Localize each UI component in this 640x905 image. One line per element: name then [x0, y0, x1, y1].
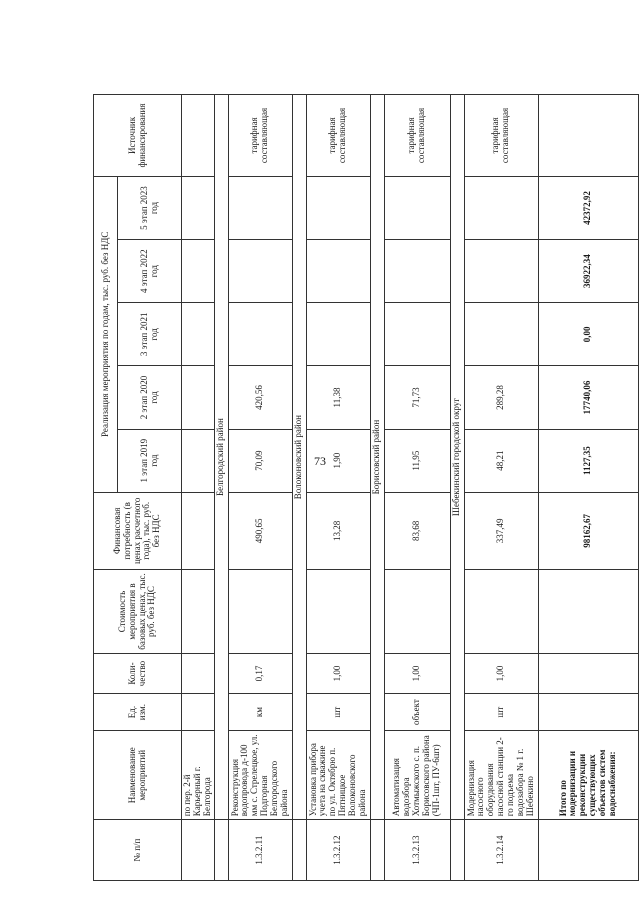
cell-financial-need: 337,49 [464, 492, 538, 569]
header-stage-2: 2 этап 2020 год [118, 366, 182, 429]
header-qty: Коли-чество [94, 654, 182, 694]
cell-financial-need: 83,68 [384, 492, 450, 569]
cell-source: тарифная составляющая [306, 95, 370, 177]
header-no: № п/п [94, 820, 182, 881]
cell-unit: объект [384, 693, 450, 730]
header-name: Наименование мероприятий [94, 731, 182, 820]
financing-table [93, 94, 639, 881]
cell-qty: 1,00 [464, 654, 538, 694]
cell-no [182, 820, 215, 881]
region-row [450, 95, 464, 881]
cell-name: Автоматизация водозбора Хотмыжского с. п. Борисовского района (ЧП-1шт, ПУ-6шт) [384, 731, 450, 820]
region-title: Белгородский район [214, 95, 228, 820]
cell-stage-4 [306, 240, 370, 303]
cell-stage-1: 11,95 [384, 429, 450, 492]
header-stage-3: 3 этап 2021 год [118, 303, 182, 366]
cell-stage-4 [384, 240, 450, 303]
total-label: Итого по модернизации и реконструкции существующих объектов систем водоснабжения: [538, 731, 638, 820]
header-cost-base: Стоимость мероприятия в базовых ценах, тыс. руб. без НДС [94, 569, 182, 653]
cell-stage-5 [464, 176, 538, 239]
cell-no: 1.3.2.12 [306, 820, 370, 881]
cell-qty: 0,17 [228, 654, 292, 694]
table-row [384, 95, 450, 881]
cell-stage-2: 289,28 [464, 366, 538, 429]
header-stage-5: 5 этап 2023 год [118, 176, 182, 239]
cell-financial-need: 13,28 [306, 492, 370, 569]
header-financial-need: Финансовая потребность (в ценах расчетного года), тыс. руб. без НДС [94, 492, 182, 569]
cell-stage-2: 71,73 [384, 366, 450, 429]
table-row [464, 95, 538, 881]
region-row [214, 95, 228, 881]
rotated-table-wrapper [93, 94, 636, 881]
cell-source: тарифная составляющая [384, 95, 450, 177]
cell-no: 1.3.2.11 [228, 820, 292, 881]
cell-stage-5 [306, 176, 370, 239]
cell-cost-base [384, 569, 450, 653]
total-financial-need: 98162,67 [538, 492, 638, 569]
cell-stage-2: 420,56 [228, 366, 292, 429]
cell-stage-4 [464, 240, 538, 303]
cell-unit: шт [306, 693, 370, 730]
page-number: 73 [314, 454, 326, 468]
table-row [306, 95, 370, 881]
header-stage-1: 1 этап 2019 год [118, 429, 182, 492]
cell-stage-3 [228, 303, 292, 366]
total-stage-2: 17740,06 [538, 366, 638, 429]
cell-stage-2: 11,38 [306, 366, 370, 429]
cell-no: 1.3.2.13 [384, 820, 450, 881]
header-unit: Ед. изм. [94, 693, 182, 730]
header-implementation-group: Реализация мероприятия по годам, тыс. руб. без НДС [94, 176, 118, 492]
cell-name: по пер. 2-й Карьерный г. Белгорода [182, 731, 215, 820]
cell-stage-3 [306, 303, 370, 366]
header-source: Источник финансирования [94, 95, 182, 177]
table-row [228, 95, 292, 881]
header-stage-4: 4 этап 2022 год [118, 240, 182, 303]
cell-cost-base [228, 569, 292, 653]
region-title: Волоконовский район [292, 95, 306, 820]
total-row [538, 95, 638, 881]
cell-unit: км [228, 693, 292, 730]
cell-stage-5 [228, 176, 292, 239]
cell-name: Установка прибора учета на скважине по ул. Октябрю п. Пятницкое Волоконовского района [306, 731, 370, 820]
cell-stage-4 [228, 240, 292, 303]
cell-unit: шт [464, 693, 538, 730]
cell-name: Модернизация насосного оборудования насосной станции 2-го подъема водозабора № 1 г. Шебекино [464, 731, 538, 820]
cell-stage-1: 48,21 [464, 429, 538, 492]
total-stage-1: 1127,35 [538, 429, 638, 492]
cell-source: тарифная составляющая [464, 95, 538, 177]
cell-qty: 1,00 [384, 654, 450, 694]
region-title: Борисовский район [370, 95, 384, 820]
cell-qty: 1,00 [306, 654, 370, 694]
cell-stage-1: 70,09 [228, 429, 292, 492]
cell-stage-3 [464, 303, 538, 366]
cell-source: тарифная составляющая [228, 95, 292, 177]
region-title: Шебекинский городской округ [450, 95, 464, 820]
cell-cost-base [306, 569, 370, 653]
cell-financial-need: 490,65 [228, 492, 292, 569]
cell-stage-3 [384, 303, 450, 366]
total-stage-5: 42372,92 [538, 176, 638, 239]
total-stage-4: 36922,34 [538, 240, 638, 303]
cell-cost-base [464, 569, 538, 653]
cell-name: Реконструкция водопровода д-100 мм с. Стрелецкое, ул. Подгорная Белгородского района [228, 731, 292, 820]
total-stage-3: 0,00 [538, 303, 638, 366]
region-row [370, 95, 384, 881]
table-row [182, 95, 215, 881]
cell-stage-1: 1,90 [306, 429, 370, 492]
region-row [292, 95, 306, 881]
cell-stage-5 [384, 176, 450, 239]
cell-no: 1.3.2.14 [464, 820, 538, 881]
